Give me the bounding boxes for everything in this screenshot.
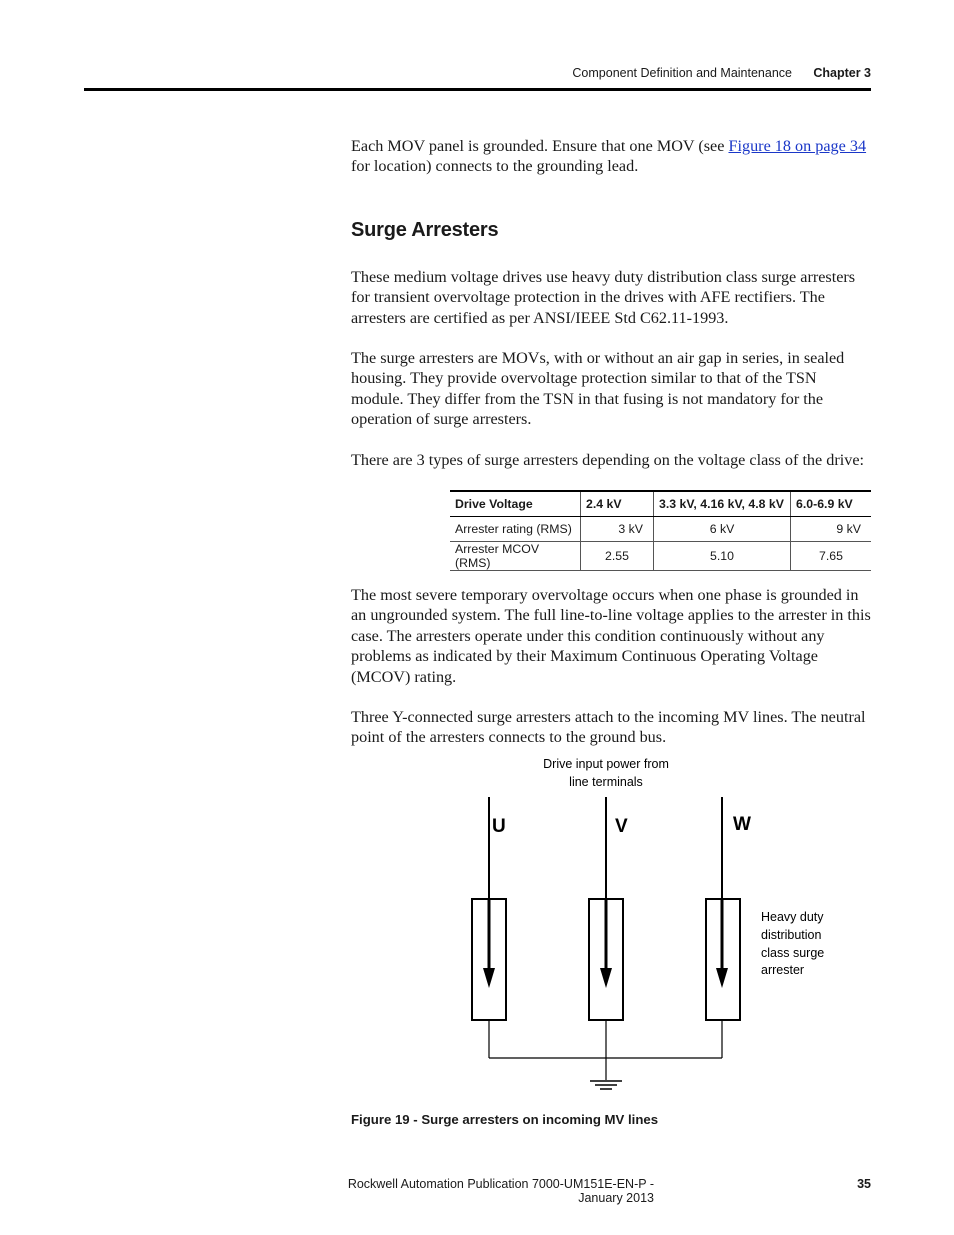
types-paragraph: There are 3 types of surge arresters depending on the voltage class of the drive: (351, 451, 865, 469)
phase-w-label: W (733, 814, 751, 835)
mov-grounding-paragraph (351, 136, 873, 177)
arrester-label-line: class surge (761, 946, 825, 960)
severe-overvoltage-paragraph: The most severe temporary overvoltage occurs when one phase is grounded in an ungrounded system. The full line-to-line voltage applies to the arrester in this case. The arresters operate under this condition continuously without any problems as indicated by their Maximum Continuous Operating Voltage (MCOV) rating. (351, 586, 871, 686)
table-header-cell: 3.3 kV, 4.16 kV, 4.8 kV (654, 491, 791, 517)
table-header-cell: 6.0-6.9 kV (791, 491, 872, 517)
arrester-u (472, 899, 506, 1020)
table-cell: 7.65 (791, 542, 872, 571)
arrester-w (706, 899, 740, 1020)
arrester-label-line: distribution (761, 928, 822, 942)
figure-caption: Figure 19 - Surge arresters on incoming MV lines (351, 1112, 659, 1127)
arrester-v (589, 899, 623, 1020)
neutral-bus (489, 1020, 722, 1080)
section-heading: Surge Arresters (351, 219, 499, 241)
intro-paragraph: These medium voltage drives use heavy duty distribution class surge arresters for transient overvoltage protection in the drives with AFE rectifiers. The arresters are certified as per ANSI/IEEE Std C62.11-1993. (351, 268, 856, 327)
table-cell: 6 kV (654, 517, 791, 542)
figure-18-link[interactable]: Figure 18 on page 34 (728, 137, 867, 155)
table-cell: 9 kV (791, 517, 872, 542)
mov-text-after: for location) connects to the grounding lead. (351, 157, 639, 176)
page-number: 35 (857, 1177, 871, 1191)
phase-v-label: V (615, 816, 628, 837)
header-chapter-label: Chapter 3 (813, 66, 871, 80)
arrester-label-line: Heavy duty (761, 910, 824, 924)
footer-publication: Rockwell Automation Publication 7000-UM151E-EN-P - January 2013 (347, 1177, 654, 1205)
arrester-voltage-table (450, 490, 871, 571)
table-row (450, 542, 871, 571)
surge-arrester-diagram (440, 752, 860, 1097)
table-cell: 3 kV (581, 517, 654, 542)
table-header-cell: 2.4 kV (581, 491, 654, 517)
table-cell: 5.10 (654, 542, 791, 571)
page-footer (0, 1170, 954, 1205)
header-divider (84, 88, 871, 91)
table-row (450, 517, 871, 542)
header-section-title: Component Definition and Maintenance (572, 66, 792, 80)
table-cell: Arrester rating (RMS) (450, 517, 581, 542)
y-connection-paragraph: Three Y-connected surge arresters attach to the incoming MV lines. The neutral point of the arresters connects to the ground bus. (351, 708, 866, 747)
arrester-label-line: arrester (761, 963, 805, 977)
page-header (0, 0, 954, 100)
movs-paragraph: The surge arresters are MOVs, with or without an air gap in series, in sealed housing. They provide overvoltage protection similar to that of the TSN module. They differ from the TSN in that fusing is not mandatory for the operation of surge arresters. (351, 349, 845, 429)
table-header-row (450, 491, 871, 517)
input-label-line1: Drive input power from (543, 757, 669, 771)
table-cell: 2.55 (581, 542, 654, 571)
input-label-line2: line terminals (569, 775, 643, 789)
table-header-cell: Drive Voltage (450, 491, 581, 517)
phase-u-label: U (492, 816, 506, 837)
mov-text-before: Each MOV panel is grounded. Ensure that one MOV (see (351, 137, 729, 155)
table-cell: Arrester MCOV (RMS) (450, 542, 581, 571)
ground-icon (590, 1081, 622, 1089)
